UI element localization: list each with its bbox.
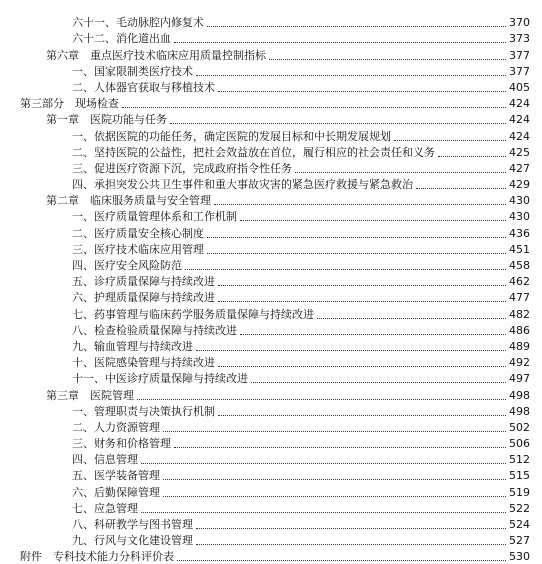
toc-page-number: 405 [509,80,530,94]
toc-entry-label: 九、行风与文化建设管理 [72,534,193,548]
toc-entry[interactable] [0,160,542,176]
toc-entry-label: 三、促进医疗资源下沉，完成政府指令性任务 [72,161,292,175]
toc-page-number: 451 [509,242,530,256]
toc-page-number: 489 [509,339,530,353]
toc-dot-leader [137,399,506,400]
toc-entry-label: 一、管理职责与决策执行机制 [72,404,215,418]
toc-entry-label: 六十二、消化道出血 [72,32,171,46]
toc-entry[interactable] [0,419,542,435]
toc-entry[interactable] [0,289,542,305]
toc-dot-leader [174,447,506,448]
toc-entry[interactable] [0,224,542,240]
toc-entry[interactable] [0,467,542,483]
toc-entry-label: 三、医疗技术临床应用管理 [72,242,204,256]
toc-dot-leader [218,285,506,286]
toc-page-number: 462 [509,275,530,289]
toc-entry[interactable] [0,127,542,143]
toc-entry[interactable] [0,241,542,257]
toc-entry-label: 一、国家限制类医疗技术 [72,64,193,78]
toc-entry-label: 七、应急管理 [72,501,138,515]
toc-dot-leader [416,188,506,189]
toc-page-number: 498 [509,388,530,402]
toc-entry-label: 十、医院感染管理与持续改进 [72,356,215,370]
toc-entry[interactable] [0,516,542,532]
toc-entry[interactable] [0,257,542,273]
toc-page-number: 515 [509,469,530,483]
toc-entry[interactable] [0,500,542,516]
toc-entry-label: 一、依据医院的功能任务，确定医院的发展目标和中长期发展规划 [72,129,391,143]
toc-page-number: 377 [509,48,530,62]
toc-dot-leader [269,59,506,60]
toc-entry[interactable] [0,305,542,321]
toc-dot-leader [218,415,506,416]
toc-page-number: 486 [509,323,530,337]
toc-entry[interactable] [0,532,542,548]
toc-entry-label: 六、后勤保障管理 [72,485,160,499]
toc-entry-label: 第二章 临床服务质量与安全管理 [46,194,211,208]
toc-entry-label: 三、财务和价格管理 [72,437,171,451]
toc-entry-label: 第六章 重点医疗技术临床应用质量控制指标 [46,48,266,62]
toc-dot-leader [317,318,506,319]
toc-page-number: 530 [509,550,530,564]
toc-page-number: 377 [509,64,530,78]
toc-dot-leader [218,91,506,92]
toc-dot-leader [438,156,506,157]
toc-dot-leader [170,123,506,124]
toc-page-number: 430 [509,210,530,224]
toc-dot-leader [207,253,506,254]
toc-page-number: 498 [509,404,530,418]
toc-page-number: 522 [509,501,530,515]
toc-page-number: 427 [509,161,530,175]
toc-dot-leader [174,42,506,43]
toc-entry[interactable] [0,322,542,338]
toc-entry[interactable] [0,176,542,192]
toc-dot-leader [122,107,506,108]
toc-entry-label: 第三章 医院管理 [46,388,134,402]
toc-entry[interactable] [0,95,542,111]
toc-dot-leader [177,560,506,561]
toc-page-number: 458 [509,259,530,272]
toc-dot-leader [218,366,506,367]
toc-entry-label: 五、诊疗质量保障与持续改进 [72,275,215,289]
toc-dot-leader [207,26,506,27]
toc-dot-leader [251,382,506,383]
toc-dot-leader [196,544,506,545]
toc-page-number: 519 [509,485,530,499]
toc-dot-leader [185,269,506,270]
toc-entry[interactable] [0,30,542,46]
toc-entry-label: 二、人力资源管理 [72,420,160,434]
toc-dot-leader [196,528,506,529]
toc-entry[interactable] [0,451,542,467]
toc-entry-label: 第一章 医院功能与任务 [46,113,167,127]
toc-page-number: 424 [509,97,530,111]
toc-page-number: 512 [509,453,530,467]
toc-entry-label: 附件 专科技术能力分科评价表 [20,550,174,564]
toc-entry-label: 八、科研教学与图书管理 [72,518,193,531]
toc-page-number: 424 [509,113,530,127]
toc-page-number: 425 [509,145,530,159]
toc-page-number: 430 [509,194,530,208]
toc-page-number: 482 [509,307,530,321]
toc-page-number: 373 [509,32,530,46]
toc-entry[interactable] [0,111,542,127]
toc-entry-label: 五、医学装备管理 [72,469,160,483]
toc-entry[interactable] [0,370,542,386]
toc-entry[interactable] [0,208,542,224]
toc-page-number: 524 [509,518,530,531]
toc-entry-label: 七、药事管理与临床药学服务质量保障与持续改进 [72,307,314,321]
toc-entry-label: 六、护理质量保障与持续改进 [72,291,215,305]
toc-entry[interactable] [0,483,542,499]
toc-dot-leader [163,479,506,480]
toc-page-number: 527 [509,534,530,548]
toc-entry[interactable] [0,192,542,208]
toc-entry-label: 第三部分 现场检查 [20,97,119,111]
toc-entry-label: 四、医疗安全风险防范 [72,259,182,272]
toc-entry-label: 九、输血管理与持续改进 [72,339,193,353]
toc-dot-leader [196,75,506,76]
toc-page-number: 506 [509,437,530,451]
toc-entry[interactable] [0,403,542,419]
toc-dot-leader [163,431,506,432]
toc-page-number: 424 [509,129,530,143]
toc-page-number: 436 [509,226,530,240]
toc-page-number: 502 [509,420,530,434]
toc-dot-leader [218,301,506,302]
toc-entry-label: 二、医疗质量安全核心制度 [72,226,204,240]
toc-entry-label: 二、人体器官获取与移植技术 [72,80,215,94]
toc-dot-leader [196,350,506,351]
toc-dot-leader [163,496,506,497]
toc-dot-leader [394,140,506,141]
toc-dot-leader [214,204,506,205]
toc-page-number: 497 [509,372,530,386]
toc-entry-label: 一、医疗质量管理体系和工作机制 [72,210,237,224]
toc-entry-label: 六十一、毛动脉腔内修复术 [72,16,204,30]
toc-dot-leader [141,463,506,464]
toc-entry-label: 八、检查检验质量保障与持续改进 [72,323,237,337]
toc-dot-leader [295,172,506,173]
toc-dot-leader [240,334,506,335]
toc-entry[interactable] [0,14,542,30]
toc-entry[interactable] [0,79,542,95]
toc-entry[interactable] [0,386,542,402]
toc-dot-leader [141,512,506,513]
toc-page-number: 429 [509,178,530,192]
toc-entry-label: 二、坚持医院的公益性，把社会效益放在首位，履行相应的社会责任和义务 [72,145,435,159]
toc-entry[interactable] [0,354,542,370]
toc-page-number: 370 [509,16,530,30]
toc-entry[interactable] [0,435,542,451]
toc-page-number: 492 [509,356,530,370]
toc-entry[interactable] [0,548,542,564]
toc-entry-label: 四、信息管理 [72,453,138,467]
toc-entry-label: 四、承担突发公共卫生事件和重大事故灾害的紧急医疗救援与紧急救治 [72,178,413,192]
toc-entry-label: 十一、中医诊疗质量保障与持续改进 [72,372,248,386]
toc-dot-leader [207,237,506,238]
toc-entry[interactable] [0,338,542,354]
toc-entry[interactable] [0,144,542,160]
toc-entry[interactable] [0,46,542,62]
toc-entry[interactable] [0,273,542,289]
toc-entry[interactable] [0,63,542,79]
toc-dot-leader [240,220,506,221]
toc-page-number: 477 [509,291,530,305]
